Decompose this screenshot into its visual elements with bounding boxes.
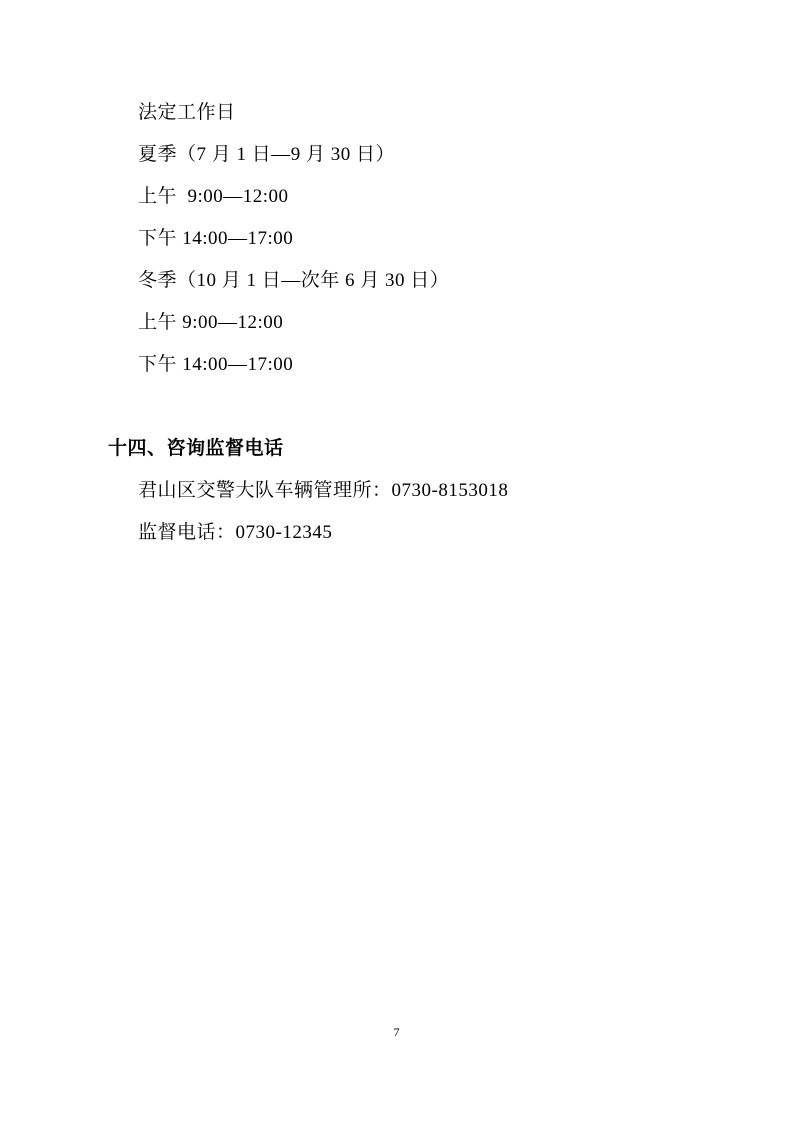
page-content <box>108 92 688 554</box>
schedule-line-7: 下午 14:00—17:00 <box>138 354 294 375</box>
page-number: 7 <box>393 1025 400 1039</box>
section-heading-consultation: 十四、咨询监督电话 <box>108 438 284 459</box>
schedule-line-6: 上午 9:00—12:00 <box>138 312 284 333</box>
schedule-line-3: 上午 9:00—12:00 <box>138 186 289 207</box>
schedule-line-2: 夏季（7 月 1 日—9 月 30 日） <box>138 144 396 165</box>
contact-line-supervision: 监督电话：0730-12345 <box>138 522 333 543</box>
schedule-line-1: 法定工作日 <box>138 102 236 123</box>
contact-line-vehicle-office: 君山区交警大队车辆管理所：0730-8153018 <box>138 480 509 501</box>
schedule-line-5: 冬季（10 月 1 日—次年 6 月 30 日） <box>138 270 450 291</box>
schedule-line-4: 下午 14:00—17:00 <box>138 228 294 249</box>
